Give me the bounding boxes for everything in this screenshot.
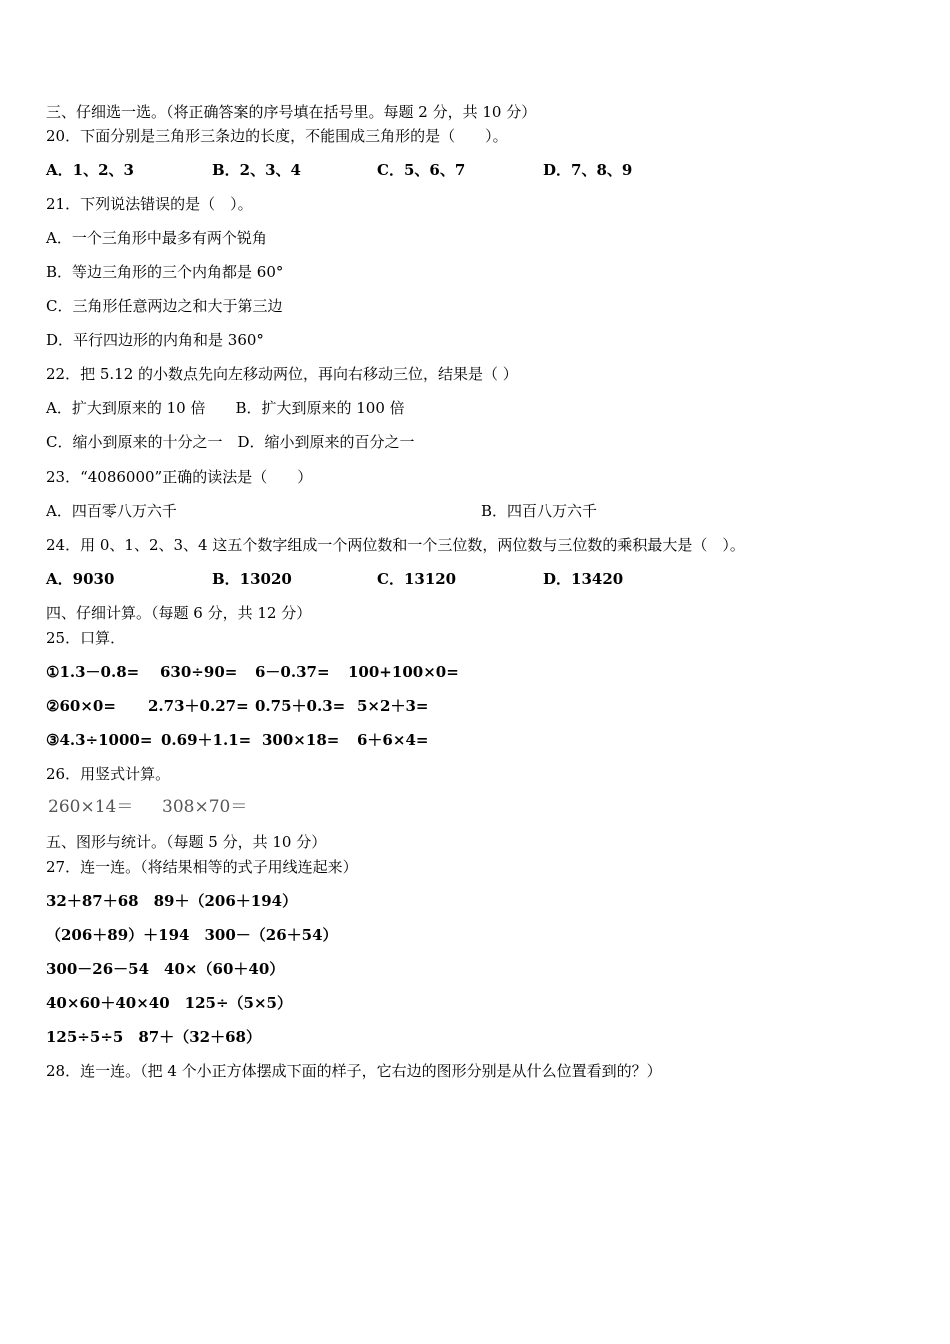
question-26-stem: 26．用竖式计算。 [46,765,171,783]
question-27-stem: 27．连一连。（将结果相等的式子用线连起来） [46,858,358,876]
q24-option-b: B．13020 [212,570,292,588]
q20-option-d: D．7、8、9 [543,161,633,179]
q23-option-a: A．四百零八万六千 [46,502,177,520]
section-4-title: 四、仔细计算。（每题 6 分，共 12 分） [46,604,312,622]
question-28-stem: 28．连一连。（把 4 个小正方体摆成下面的样子，它右边的图形分别是从什么位置看到的？） [46,1062,662,1080]
q23-option-b: B．四百八万六千 [481,502,598,520]
q25-row-1-item: 630÷90= [160,663,238,681]
q24-option-d: D．13420 [543,570,624,588]
q27-expression-line: 125÷5÷5 87＋（32＋68） [46,1028,261,1046]
question-20-stem: 20．下面分别是三角形三条边的长度，不能围成三角形的是（ ）。 [46,127,508,145]
q25-row-3-item: ③4.3÷1000= [46,731,153,749]
question-23-stem: 23．“4086000”正确的读法是（ ） [46,468,313,486]
q21-option-d: D．平行四边形的内角和是 360° [46,331,264,349]
section-3-title: 三、仔细选一选。（将正确答案的序号填在括号里。每题 2 分，共 10 分） [46,103,537,121]
q27-expression-line: （206＋89）＋194 300－（26＋54） [46,926,338,944]
q20-option-a: A．1、2、3 [46,161,134,179]
q25-row-1-item: 6－0.37= [255,663,330,681]
question-22-stem: 22．把 5.12 的小数点先向左移动两位，再向右移动三位，结果是（ ） [46,365,518,383]
q25-row-2-item: 0.75＋0.3= [255,697,346,715]
q25-row-1-item: 100+100×0= [348,663,459,681]
q20-option-b: B．2、3、4 [212,161,301,179]
q22-options-row-2: C．缩小到原来的十分之一 D．缩小到原来的百分之一 [46,433,415,451]
section-5-title: 五、图形与统计。（每题 5 分，共 10 分） [46,833,327,851]
q26-expression: 260×14＝ [48,797,134,817]
q20-option-c: C．5、6、7 [377,161,466,179]
question-21-stem: 21．下列说法错误的是（ ）。 [46,195,253,213]
q21-option-a: A．一个三角形中最多有两个锐角 [46,229,267,247]
q25-row-2-item: ②60×0= [46,697,116,715]
q27-expression-line: 40×60＋40×40 125÷（5×5） [46,994,292,1012]
q26-expression: 308×70＝ [162,797,248,817]
q25-row-2-item: 5×2＋3= [357,697,429,715]
q25-row-3-item: 0.69＋1.1= [161,731,252,749]
q21-option-c: C．三角形任意两边之和大于第三边 [46,297,283,315]
q27-expression-line: 32＋87＋68 89＋（206＋194） [46,892,298,910]
q25-row-2-item: 2.73＋0.27= [148,697,249,715]
q25-row-3-item: 6＋6×4= [357,731,429,749]
q25-row-1-item: ①1.3－0.8= [46,663,140,681]
q24-option-c: C．13120 [377,570,457,588]
question-24-stem: 24．用 0、1、2、3、4 这五个数字组成一个两位数和一个三位数，两位数与三位数的乘积最大是（ ）。 [46,536,745,554]
q22-options-row-1: A．扩大到原来的 10 倍 B．扩大到原来的 100 倍 [46,399,405,417]
q27-expression-line: 300－26－54 40×（60＋40） [46,960,285,978]
q25-row-3-item: 300×18= [262,731,340,749]
q24-option-a: A．9030 [46,570,115,588]
q21-option-b: B．等边三角形的三个内角都是 60° [46,263,284,281]
question-25-stem: 25．口算． [46,629,126,647]
